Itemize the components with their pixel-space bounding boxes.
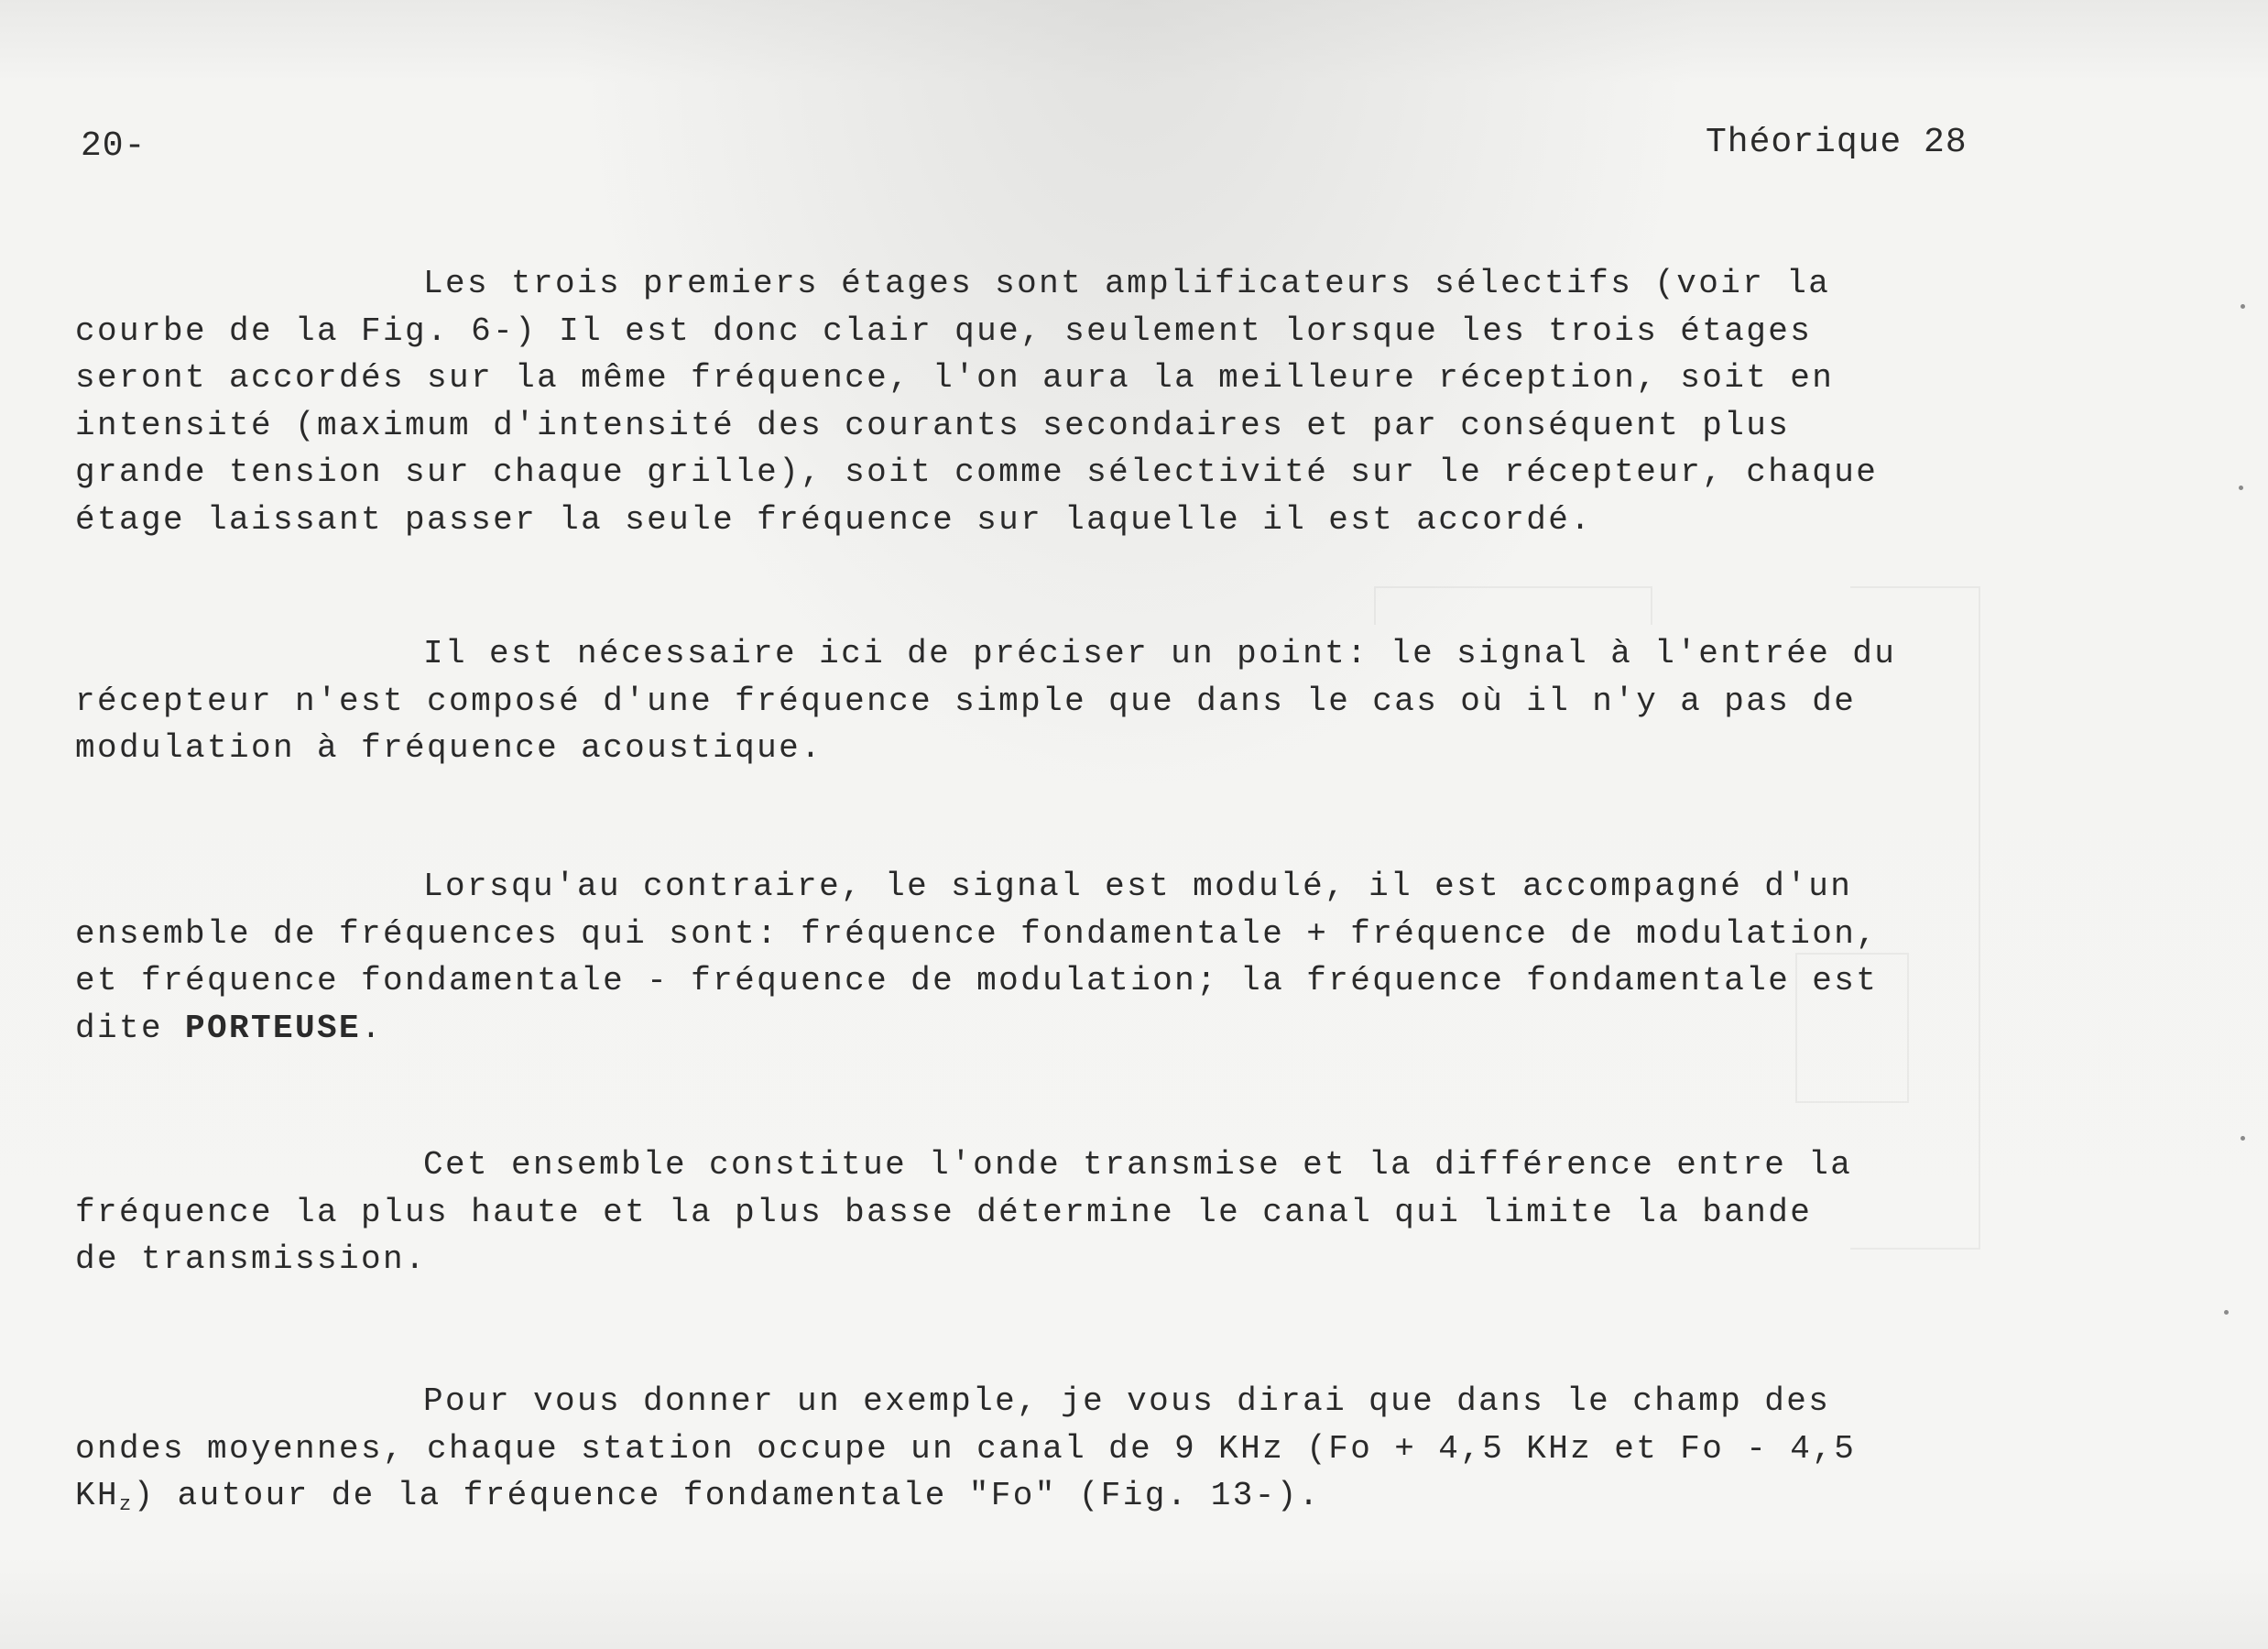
text-fragment: ) autour de la fréquence fondamentale "Fo" (Fig. 13-).	[133, 1477, 1321, 1514]
text-line: seront accordés sur la même fréquence, l'on aura la meilleure réception, soit en	[75, 359, 1835, 397]
text-fragment: .	[361, 1009, 384, 1047]
text-line	[75, 1005, 2017, 1053]
text-line	[75, 1472, 2017, 1520]
text-line: de transmission.	[75, 1240, 428, 1278]
section-title: Théorique 28	[1706, 123, 1968, 162]
text-line: Les trois premiers étages sont amplificateurs sélectifs (voir la	[423, 265, 1831, 302]
text-fragment: KH	[75, 1477, 120, 1514]
text-line: intensité (maximum d'intensité des courants secondaires et par conséquent plus	[75, 406, 1791, 444]
page-number: 20-	[81, 126, 147, 166]
text-line: récepteur n'est composé d'une fréquence simple que dans le cas où il n'y a pas de	[75, 682, 1857, 720]
paragraph-3	[75, 863, 2017, 1052]
subscript: z	[119, 1493, 134, 1516]
text-line: étage laissant passer la seule fréquence sur laquelle il est accordé.	[75, 500, 1593, 539]
scan-speck	[2241, 1136, 2245, 1141]
text-line: Cet ensemble constitue l'onde transmise et la différence entre la	[423, 1146, 1853, 1184]
paragraph-1	[75, 260, 2017, 543]
text-line: ondes moyennes, chaque station occupe un canal de 9 KHz (Fo + 4,5 KHz et Fo - 4,5	[75, 1429, 1857, 1468]
paragraph-4	[75, 1141, 2017, 1283]
text-line: Lorsqu'au contraire, le signal est modulé, il est accompagné d'un	[423, 868, 1853, 905]
text-line: grande tension sur chaque grille), soit comme sélectivité sur le récepteur, chaque	[75, 453, 1879, 491]
paragraph-5	[75, 1378, 2017, 1520]
text-fragment: dite	[75, 1009, 186, 1047]
scan-speck	[2239, 486, 2243, 490]
scan-speck	[2224, 1310, 2229, 1315]
bleed-through-trace	[1374, 586, 1652, 625]
text-line: et fréquence fondamentale - fréquence de modulation; la fréquence fondamentale est	[75, 962, 1879, 999]
text-line: courbe de la Fig. 6-) Il est donc clair que, seulement lorsque les trois étages	[75, 311, 1813, 350]
text-line: Il est nécessaire ici de préciser un point: le signal à l'entrée du	[423, 635, 1897, 672]
emphasis-porteuse: PORTEUSE	[185, 1009, 362, 1047]
text-line: modulation à fréquence acoustique.	[75, 729, 823, 767]
text-line: fréquence la plus haute et la plus basse détermine le canal qui limite la bande	[75, 1193, 1813, 1231]
text-line: Pour vous donner un exemple, je vous dirai que dans le champ des	[423, 1382, 1831, 1420]
text-line: ensemble de fréquences qui sont: fréquence fondamentale + fréquence de modulation,	[75, 914, 1879, 953]
paragraph-2	[75, 630, 2017, 772]
scan-speck	[2241, 304, 2245, 309]
